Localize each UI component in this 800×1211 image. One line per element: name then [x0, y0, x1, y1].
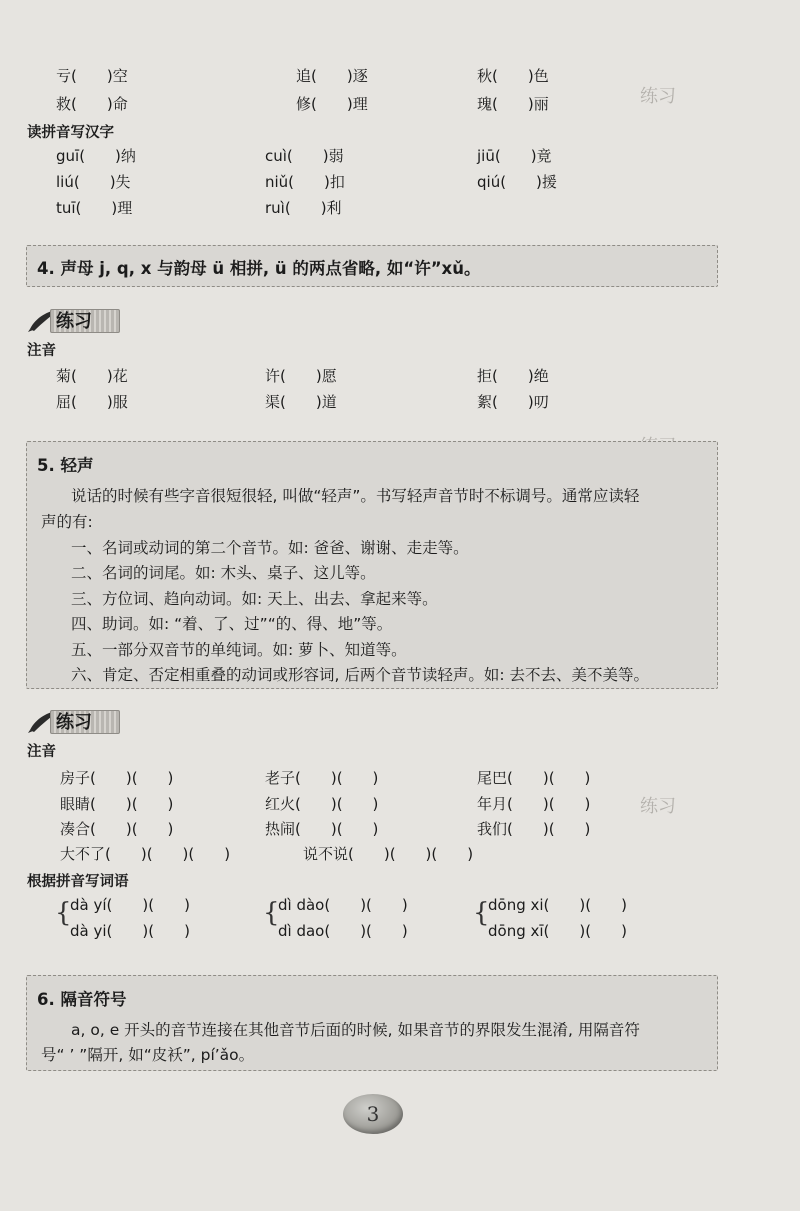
page-number-badge [343, 1094, 403, 1134]
word-entry: 老子( )( ) [265, 769, 379, 787]
practice-label: 练习 [56, 311, 92, 332]
char-entry: 亏( )空 [56, 67, 128, 85]
section-5-line: 三、方位词、趋向动词。如: 天上、出去、拿起来等。 [71, 590, 438, 608]
practice-label: 练习 [56, 712, 92, 733]
pinyin-word: dōng xī( )( ) [488, 922, 627, 940]
brace-symbol: { [473, 898, 490, 928]
section-6-line: 号“ ’ ”隔开, 如“皮袄”, pí’ǎo。 [41, 1046, 255, 1064]
pinyin-entry: guī( )纳 [56, 147, 136, 165]
zhuyin-label: 注音 [27, 343, 56, 359]
char-entry: 救( )命 [56, 95, 128, 113]
word-entry: 热闹( )( ) [265, 820, 379, 838]
zhuyin-label: 注音 [27, 744, 56, 760]
pinyin-word: dà yí( )( ) [70, 896, 190, 914]
char-entry: 屈( )服 [56, 393, 128, 411]
section-5-box [26, 441, 718, 689]
word-entry: 年月( )( ) [477, 795, 591, 813]
bleed-through-text: 练习 [640, 796, 676, 817]
section-6-title: 6. 隔音符号 [37, 990, 127, 1009]
pinyin-word: dōng xi( )( ) [488, 896, 627, 914]
pinyin-entry: qiú( )援 [477, 173, 557, 191]
char-entry: 渠( )道 [265, 393, 337, 411]
section-6-line: a, o, e 开头的音节连接在其他音节后面的时候, 如果音节的界限发生混淆, 用隔音符 [71, 1021, 640, 1039]
practice-badge [26, 707, 120, 733]
pinyin-word: dà yi( )( ) [70, 922, 190, 940]
char-entry: 修( )理 [296, 95, 368, 113]
rule-4-box [26, 245, 718, 287]
section-5-line: 说话的时候有些字音很短很轻, 叫做“轻声”。书写轻声音节时不标调号。通常应读轻 [71, 487, 640, 505]
write-words-heading: 根据拼音写词语 [27, 874, 129, 890]
pinyin-entry: liú( )失 [56, 173, 131, 191]
section-5-line: 四、助词。如: “着、了、过”“的、得、地”等。 [71, 615, 393, 633]
section-5-line: 声的有: [41, 513, 93, 531]
char-entry: 瑰( )丽 [477, 95, 549, 113]
word-entry: 眼睛( )( ) [60, 795, 174, 813]
practice-badge [26, 306, 120, 332]
char-entry: 絮( )叨 [477, 393, 549, 411]
bleed-through-text: 练习 [640, 86, 676, 107]
section-5-line: 六、肯定、否定相重叠的动词或形容词, 后两个音节读轻声。如: 去不去、美不美等。 [71, 666, 650, 684]
word-entry: 凑合( )( ) [60, 820, 174, 838]
pinyin-entry: ruì( )利 [265, 199, 342, 217]
brace-symbol: { [263, 898, 280, 928]
section-5-line: 一、名词或动词的第二个音节。如: 爸爸、谢谢、走走等。 [71, 539, 469, 557]
read-pinyin-heading: 读拼音写汉字 [27, 125, 114, 141]
word-entry: 尾巴( )( ) [477, 769, 591, 787]
char-entry: 拒( )绝 [477, 367, 549, 385]
word-entry: 说不说( )( )( ) [303, 845, 474, 863]
char-entry: 追( )逐 [296, 67, 368, 85]
page-number: 3 [366, 1102, 380, 1126]
pinyin-word: dì dao( )( ) [278, 922, 408, 940]
char-entry: 秋( )色 [477, 67, 549, 85]
section-5-line: 五、一部分双音节的单纯词。如: 萝卜、知道等。 [71, 641, 407, 659]
rule-4-text: 4. 声母 j, q, x 与韵母 ü 相拼, ü 的两点省略, 如“许”xǔ。 [37, 259, 481, 278]
word-entry: 我们( )( ) [477, 820, 591, 838]
char-entry: 菊( )花 [56, 367, 128, 385]
section-5-line: 二、名词的词尾。如: 木头、桌子、这儿等。 [71, 564, 376, 582]
pinyin-entry: tuī( )理 [56, 199, 133, 217]
section-6-box [26, 975, 718, 1071]
word-entry: 红火( )( ) [265, 795, 379, 813]
pinyin-entry: cuì( )弱 [265, 147, 344, 165]
pinyin-entry: jiū( )竟 [477, 147, 552, 165]
pinyin-word: dì dào( )( ) [278, 896, 408, 914]
pinyin-entry: niǔ( )扣 [265, 173, 345, 191]
char-entry: 许( )愿 [265, 367, 337, 385]
section-5-title: 5. 轻声 [37, 456, 94, 475]
brace-symbol: { [55, 898, 72, 928]
word-entry: 大不了( )( )( ) [60, 845, 231, 863]
word-entry: 房子( )( ) [60, 769, 174, 787]
